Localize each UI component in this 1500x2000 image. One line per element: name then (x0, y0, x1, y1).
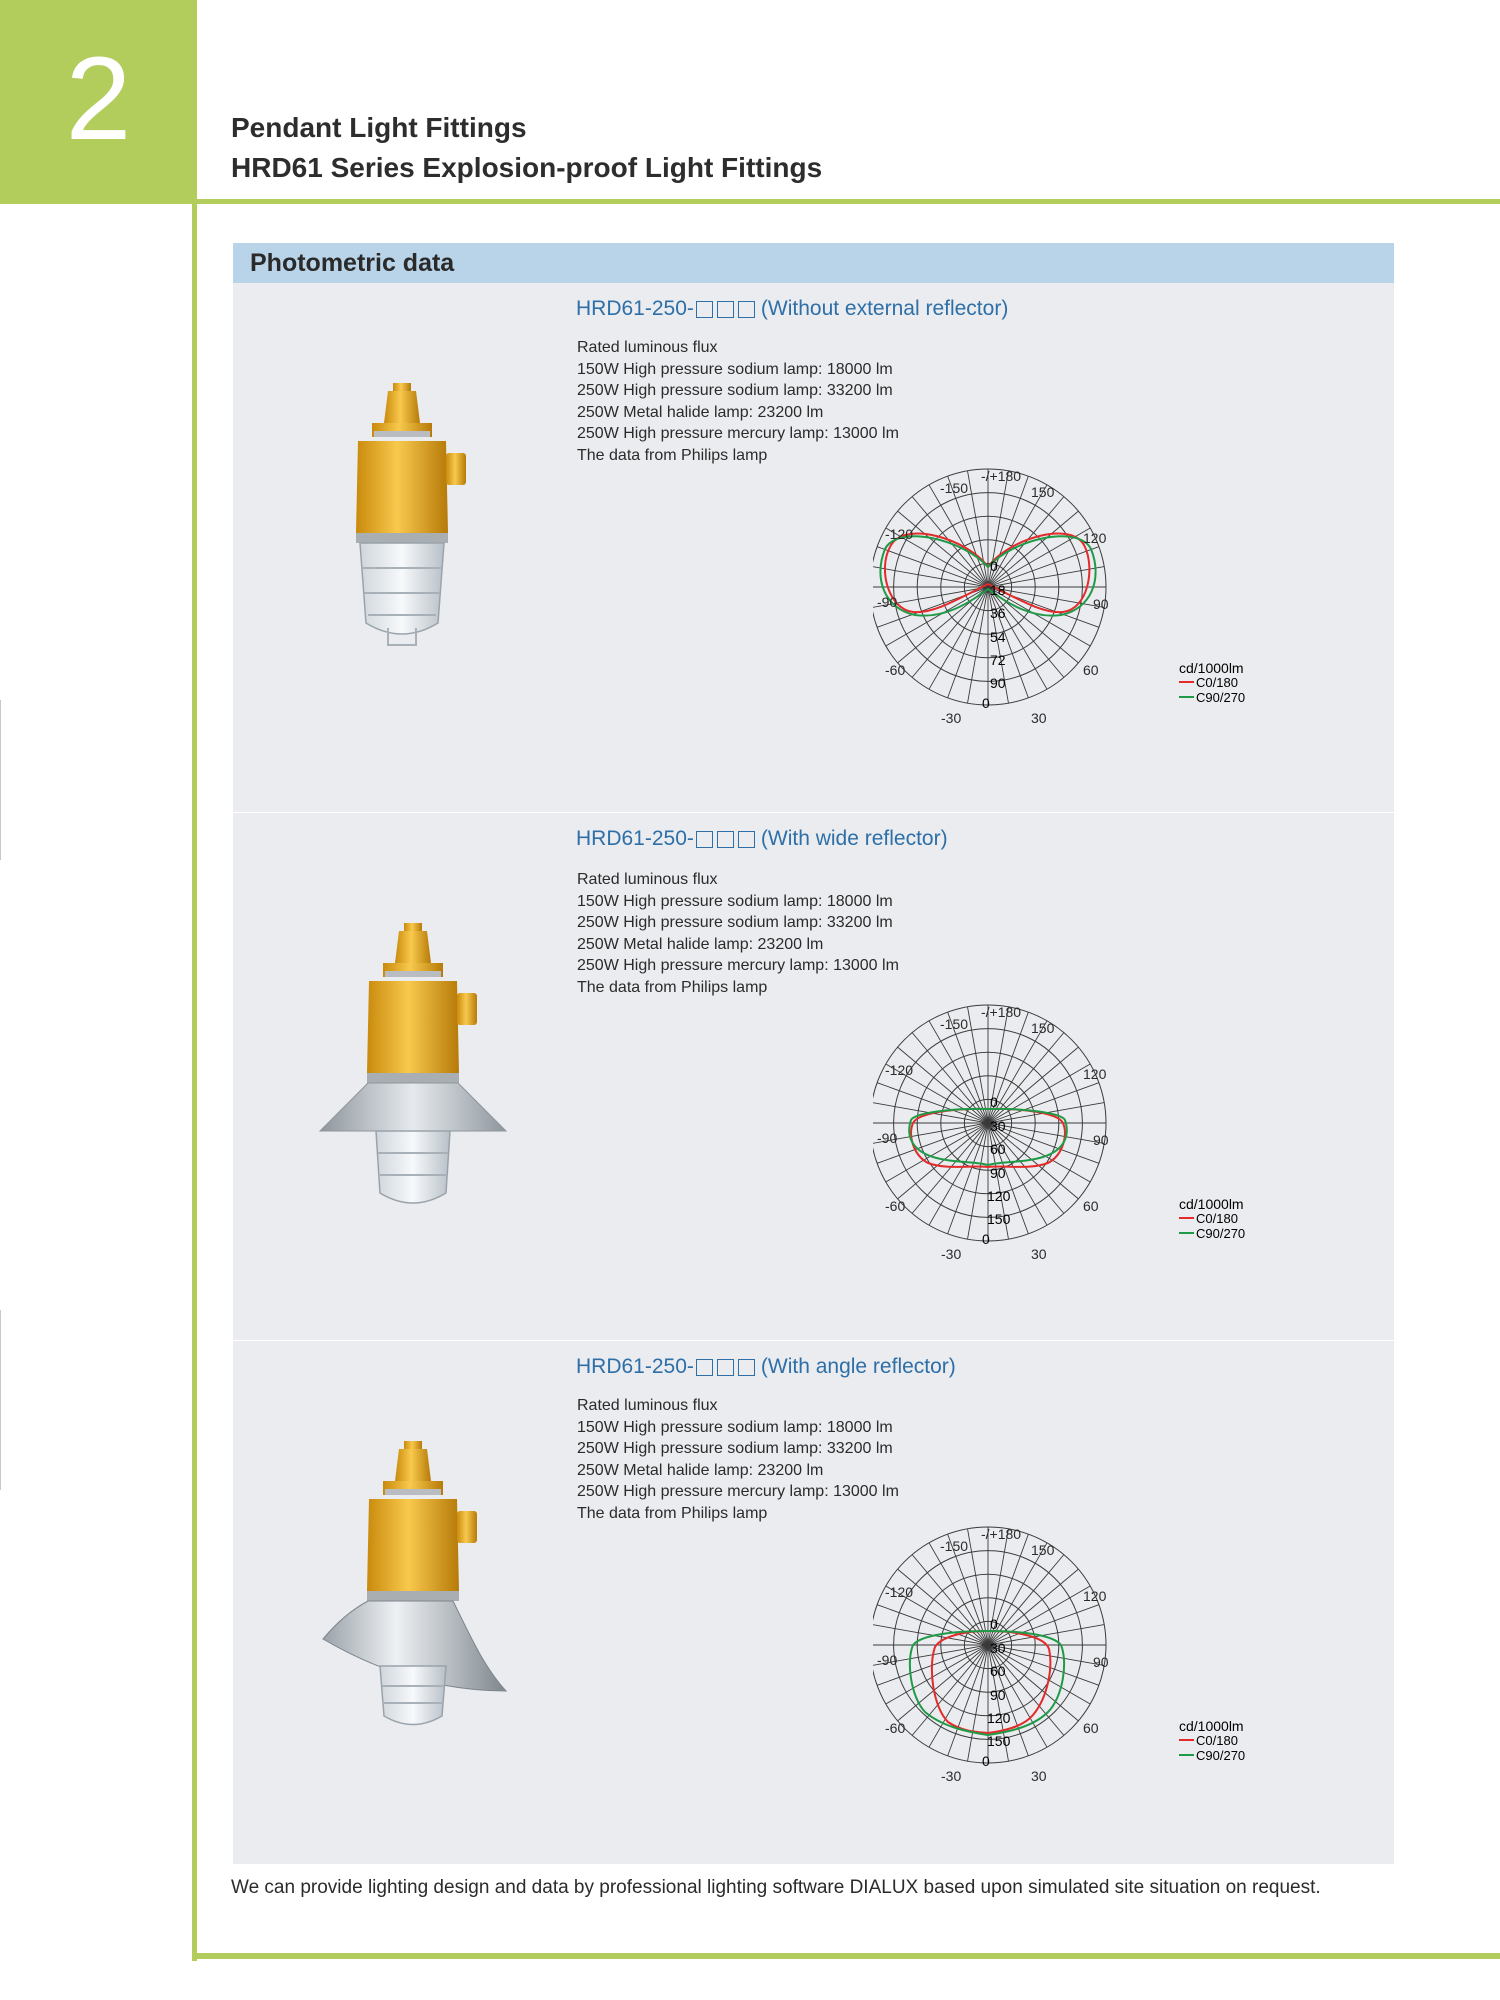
model-suffix: (Without external reflector) (760, 297, 1009, 320)
angle-label: -150 (940, 1538, 969, 1554)
header-rule (197, 199, 1500, 204)
footer-note: We can provide lighting design and data by professional lighting software DIALUX based upon simulated site situation on request. (231, 1877, 1321, 1898)
spec-line: The data from Philips lamp (577, 446, 768, 464)
radial-label: 60 (990, 1663, 1006, 1679)
model-suffix: (With angle reflector) (760, 1355, 956, 1378)
model-prefix: HRD61-250- (576, 297, 694, 320)
model-code-boxes (696, 831, 759, 848)
spec-line: 150W High pressure sodium lamp: 18000 lm (577, 360, 893, 378)
radial-label: 36 (990, 605, 1006, 621)
model-title (576, 827, 948, 851)
angle-label: 60 (1083, 662, 1099, 678)
spec-list (577, 1395, 899, 1524)
radial-label: 60 (990, 1141, 1006, 1157)
lamp-photo (318, 1441, 508, 1741)
angle-label: 150 (1031, 1542, 1055, 1558)
photometric-panel (233, 243, 1394, 1864)
lamp-photo (318, 923, 508, 1223)
legend-label-c0: C0/180 (1196, 675, 1238, 690)
angle-label: -150 (940, 1016, 969, 1032)
radial-label: 0 (990, 1094, 998, 1110)
angle-label: 90 (1093, 1654, 1109, 1670)
model-code-boxes (696, 1359, 759, 1376)
bottom-rule (192, 1953, 1500, 1959)
angle-label: -60 (885, 1720, 906, 1736)
spec-line: The data from Philips lamp (577, 978, 768, 996)
spec-line: Rated luminous flux (577, 339, 718, 356)
spec-list (577, 869, 899, 998)
angle-label: -120 (885, 1062, 914, 1078)
product-section (233, 283, 1394, 811)
radial-label: 0 (990, 1616, 998, 1632)
radial-label: 150 (987, 1733, 1011, 1749)
spec-line: 250W Metal halide lamp: 23200 lm (577, 935, 824, 953)
polar-diagram (873, 987, 1273, 1282)
spec-line: 250W High pressure mercury lamp: 13000 lm (577, 1483, 899, 1500)
angle-label: -60 (885, 662, 906, 678)
spec-line: Rated luminous flux (577, 1397, 718, 1414)
radial-label: 90 (990, 1687, 1006, 1703)
angle-label: 30 (1031, 1768, 1047, 1784)
angle-label: 60 (1083, 1720, 1099, 1736)
angle-label: -30 (941, 1768, 962, 1784)
angle-label: -/+180 (981, 1004, 1022, 1020)
legend-label-c90: C90/270 (1196, 690, 1246, 705)
radial-label: 120 (987, 1710, 1011, 1726)
angle-label: 30 (1031, 710, 1047, 726)
angle-label: 30 (1031, 1246, 1047, 1262)
radial-label: 120 (987, 1188, 1011, 1204)
panel-heading: Photometric data (233, 243, 1394, 283)
spec-line: 150W High pressure sodium lamp: 18000 lm (577, 1418, 893, 1436)
spec-line: 250W High pressure sodium lamp: 33200 lm (577, 1440, 893, 1457)
product-section (233, 1340, 1394, 1869)
legend-label-c0: C0/180 (1196, 1211, 1238, 1226)
radial-label: 0 (982, 1753, 990, 1769)
angle-label: 90 (1093, 1132, 1109, 1148)
model-title (576, 1355, 956, 1379)
radial-label: 72 (990, 652, 1006, 668)
spec-line: 250W High pressure mercury lamp: 13000 lm (577, 957, 899, 974)
angle-label: 120 (1083, 530, 1107, 546)
radial-label: 54 (990, 629, 1006, 645)
angle-label: -90 (877, 594, 898, 610)
radial-label: 30 (990, 1118, 1006, 1134)
radial-label: 150 (987, 1211, 1011, 1227)
unit-label: cd/1000lm (1179, 660, 1244, 676)
radial-label: 30 (990, 1640, 1006, 1656)
margin-line (0, 1310, 1, 1490)
angle-label: 120 (1083, 1588, 1107, 1604)
model-suffix: (With wide reflector) (760, 827, 948, 850)
angle-label: 150 (1031, 1020, 1055, 1036)
spec-line: 250W Metal halide lamp: 23200 lm (577, 403, 824, 421)
left-rail (192, 204, 197, 1961)
spec-line: 250W High pressure mercury lamp: 13000 lm (577, 425, 899, 442)
angle-label: -120 (885, 526, 914, 542)
model-prefix: HRD61-250- (576, 827, 694, 850)
model-title (576, 297, 1008, 321)
radial-label: 0 (990, 558, 998, 574)
angle-label: -90 (877, 1130, 898, 1146)
margin-line (0, 700, 1, 860)
legend-label-c90: C90/270 (1196, 1226, 1246, 1241)
unit-label: cd/1000lm (1179, 1718, 1244, 1734)
angle-label: -30 (941, 710, 962, 726)
page-title: Pendant Light Fittings (231, 112, 527, 143)
angle-label: -150 (940, 480, 969, 496)
product-section (233, 812, 1394, 1341)
legend-label-c90: C90/270 (1196, 1748, 1246, 1763)
unit-label: cd/1000lm (1179, 1196, 1244, 1212)
section-number: 2 (65, 33, 132, 165)
spec-line: Rated luminous flux (577, 871, 718, 888)
angle-label: -/+180 (981, 468, 1022, 484)
angle-label: -/+180 (981, 1526, 1022, 1542)
radial-label: 0 (982, 695, 990, 711)
angle-label: -90 (877, 1652, 898, 1668)
spec-line: 250W Metal halide lamp: 23200 lm (577, 1461, 824, 1479)
angle-label: 90 (1093, 596, 1109, 612)
angle-label: -120 (885, 1584, 914, 1600)
spec-line: The data from Philips lamp (577, 1504, 768, 1522)
angle-label: -30 (941, 1246, 962, 1262)
angle-label: 120 (1083, 1066, 1107, 1082)
radial-label: 90 (990, 1165, 1006, 1181)
polar-diagram (873, 451, 1273, 746)
angle-label: 150 (1031, 484, 1055, 500)
section-number-tab (0, 0, 197, 204)
legend-label-c0: C0/180 (1196, 1733, 1238, 1748)
spec-list (577, 337, 899, 466)
spec-line: 150W High pressure sodium lamp: 18000 lm (577, 892, 893, 910)
angle-label: 60 (1083, 1198, 1099, 1214)
radial-label: 18 (990, 582, 1006, 598)
radial-label: 90 (990, 675, 1006, 691)
radial-label: 0 (982, 1231, 990, 1247)
model-code-boxes (696, 301, 759, 318)
page-subtitle: HRD61 Series Explosion-proof Light Fittings (231, 152, 823, 183)
lamp-photo (338, 383, 468, 683)
angle-label: -60 (885, 1198, 906, 1214)
page-titles (231, 108, 822, 188)
model-prefix: HRD61-250- (576, 1355, 694, 1378)
spec-line: 250W High pressure sodium lamp: 33200 lm (577, 382, 893, 399)
spec-line: 250W High pressure sodium lamp: 33200 lm (577, 914, 893, 931)
polar-diagram (873, 1509, 1273, 1804)
